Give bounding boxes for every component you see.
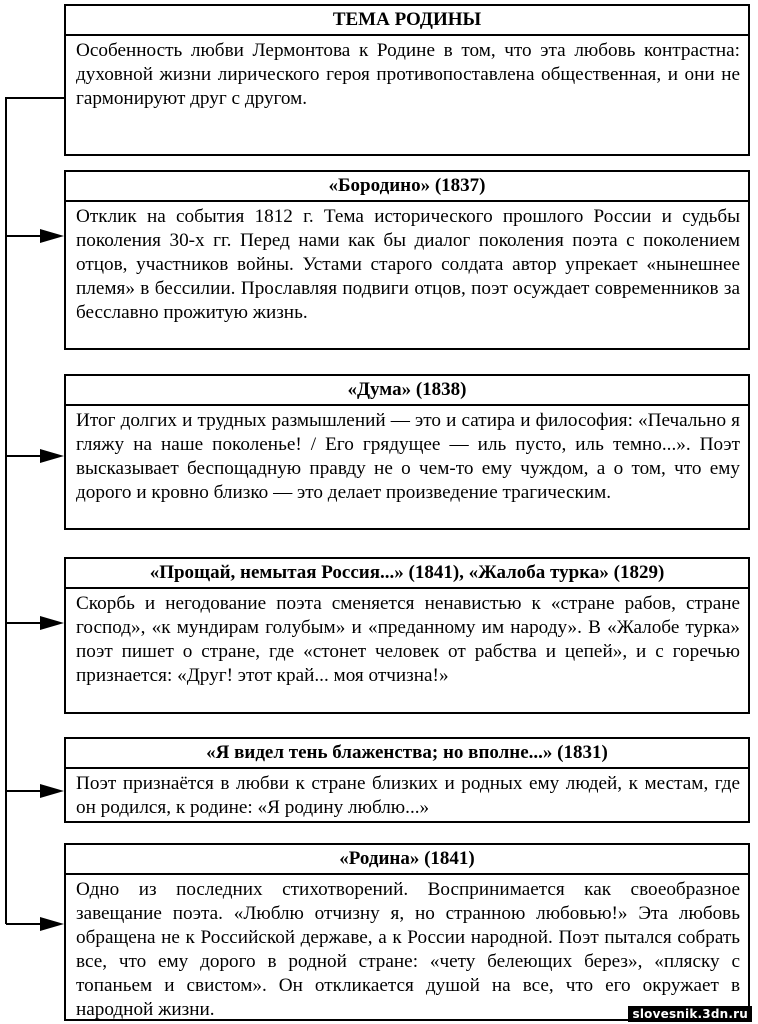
watermark: slovesnik.3dn.ru xyxy=(628,1006,752,1022)
section-ya-videl xyxy=(64,737,750,823)
section-heading: «Родина» (1841) xyxy=(66,845,748,875)
section-text: Одно из последних стихотворений. Воспринимается как своеобразное завещание поэта. «Люблю отчизну я, но странною любовью!» Эта любовь обращена не к Российской державе, а к России народной. Поэт пытался собрать все, что ему дорого в родной стране: «чету белеющих берез», «пляску с топаньем и свистом». Он откликается душой на все, что его окружает в народной жизни. xyxy=(76,879,740,1020)
arrow-to-borodino xyxy=(6,229,64,243)
section-heading: «Бородино» (1837) xyxy=(66,172,748,202)
section-heading: «Дума» (1838) xyxy=(66,376,748,406)
section-rodina xyxy=(64,843,750,1021)
section-text: Итог долгих и трудных размышлений — это и сатира и философия: «Печально я гляжу на наше поколенье! / Его грядущее — иль пусто, иль темно...». Поэт высказывает беспощадную правду не о чем-то ему чуждом, а о том, что ему дорого и кровно близко — это делает произведение трагическим. xyxy=(76,410,740,503)
section-proshchai xyxy=(64,557,750,714)
section-heading: «Прощай, немытая Россия...» (1841), «Жалоба турка» (1829) xyxy=(66,559,748,589)
arrow-to-rodina xyxy=(6,917,64,931)
intro-text: Особенность любви Лермонтова к Родине в том, что эта любовь контрастна: духовной жизни лирического героя противопоставлена общественная, и они не гармонируют друг с другом. xyxy=(76,40,740,109)
section-text: Поэт признаётся в любви к стране близких и родных ему людей, к местам, где он родился, к родине: «Я родину люблю...» xyxy=(76,773,740,818)
arrow-to-proshchai xyxy=(6,616,64,630)
section-text: Скорбь и негодование поэта сменяется ненавистью к «стране рабов, стране господ», «к мундирам голубым» и «преданному им народу». В «Жалобе турка» поэт пишет о стране, где «стонет человек от рабства и цепей», и с горечью признается: «Друг! этот край... моя отчизна!» xyxy=(76,593,740,686)
arrow-to-ya-videl xyxy=(6,784,64,798)
section-duma xyxy=(64,374,750,530)
page-title: ТЕМА РОДИНЫ xyxy=(66,6,748,36)
arrow-to-duma xyxy=(6,449,64,463)
title-block xyxy=(64,4,750,156)
section-text: Отклик на события 1812 г. Тема исторического прошлого России и судьбы поколения 30-х гг. Перед нами как бы диалог поколения поэта с поколением отцов, участников войны. Устами старого солдата автор упрекает «нынешнее племя» в бессилии. Прославляя подвиги отцов, поэт осуждает современников за бесславно прожитую жизнь. xyxy=(76,206,740,323)
section-heading: «Я видел тень блаженства; но вполне...» (1831) xyxy=(66,739,748,769)
section-borodino xyxy=(64,170,750,350)
